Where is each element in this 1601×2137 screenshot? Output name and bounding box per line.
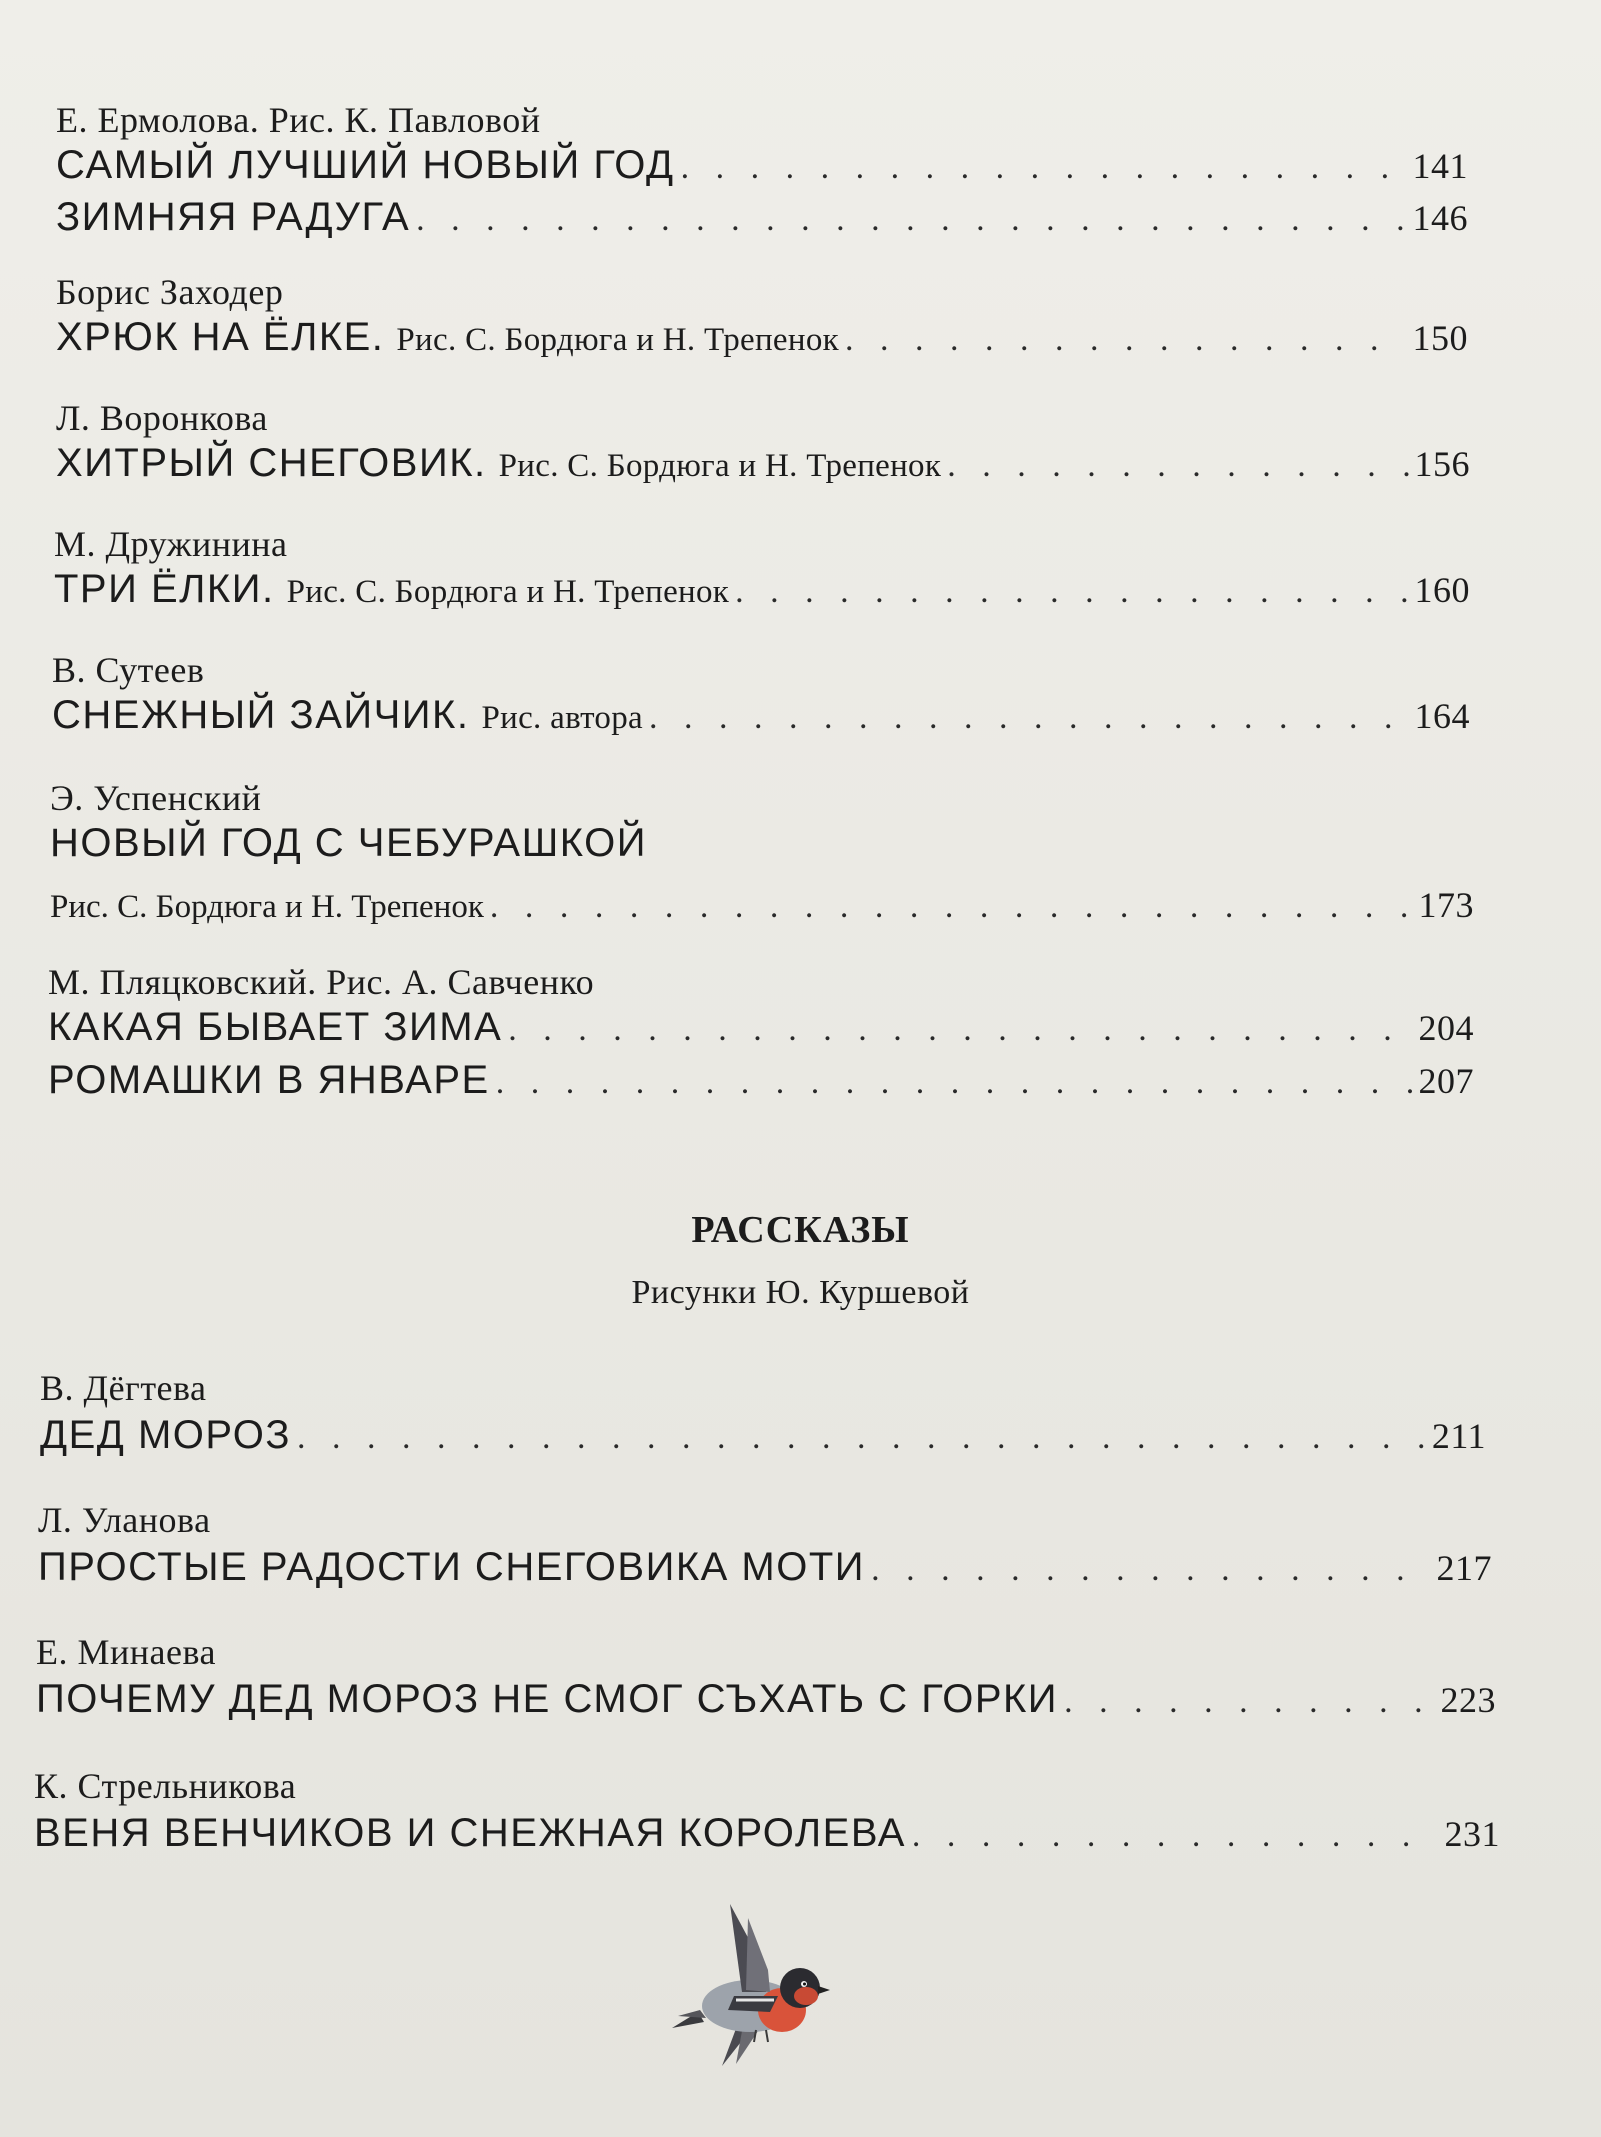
- toc-story-degteva: [40, 1368, 1486, 1461]
- page-number: 160: [1414, 570, 1470, 610]
- entry-title: КАКАЯ БЫВАЕТ ЗИМА: [48, 1005, 503, 1049]
- toc-entry: [38, 1544, 1492, 1593]
- entry-title: ТРИ ЁЛКИ.: [54, 567, 275, 611]
- dot-leader: [416, 197, 1406, 243]
- toc-entry: [40, 1412, 1486, 1461]
- page-number: 204: [1418, 1008, 1474, 1048]
- toc-group-zakhoder: [56, 272, 1468, 363]
- toc-story-ulanova: [38, 1500, 1492, 1593]
- page-number: 164: [1414, 696, 1470, 736]
- author-name: Э. Успенский: [50, 778, 262, 818]
- entry-illustrator: Рис. С. Бордюга и Н. Трепенок: [286, 574, 730, 610]
- page-number: 173: [1418, 885, 1474, 925]
- dot-leader: [649, 695, 1409, 741]
- page-number: 150: [1412, 318, 1468, 358]
- entry-illustrator: Рис. С. Бордюга и Н. Трепенок: [498, 448, 942, 484]
- author-name: Л. Уланова: [38, 1500, 211, 1540]
- toc-entry: [56, 440, 1470, 489]
- entry-title: ВЕНЯ ВЕНЧИКОВ И СНЕЖНАЯ КОРОЛЕВА: [34, 1811, 906, 1855]
- toc-entry: [36, 1676, 1496, 1725]
- author-name: В. Дёгтева: [40, 1368, 207, 1408]
- author-name: М. Дружинина: [54, 524, 288, 564]
- entry-illustrator: Рис. С. Бордюга и Н. Трепенок: [50, 889, 484, 925]
- author-name: К. Стрельникова: [34, 1766, 297, 1806]
- toc-story-minaeva: [36, 1632, 1496, 1725]
- page-number: 231: [1444, 1814, 1500, 1854]
- dot-leader: [508, 1007, 1412, 1053]
- dot-leader: [297, 1415, 1426, 1461]
- dot-leader: [1064, 1679, 1434, 1725]
- entry-title: ПРОСТЫЕ РАДОСТИ СНЕГОВИКА МОТИ: [38, 1545, 866, 1589]
- toc-group-druzhinina: [54, 524, 1470, 615]
- page-number: 146: [1412, 198, 1468, 238]
- entry-title: РОМАШКИ В ЯНВАРЕ: [48, 1058, 490, 1102]
- section-title: РАССКАЗЫ: [691, 1209, 910, 1251]
- toc-entry-title-line: [50, 820, 1474, 866]
- toc-group-ermolova: [56, 100, 1468, 243]
- toc-entry: [56, 314, 1468, 363]
- author-name: Е. Минаева: [36, 1632, 216, 1672]
- author-name: Борис Заходер: [56, 272, 284, 312]
- page-number: 211: [1431, 1416, 1486, 1456]
- page-number: 156: [1414, 444, 1470, 484]
- toc-group-suteev: [52, 650, 1470, 741]
- dot-leader: [735, 569, 1408, 615]
- toc-entry: [50, 882, 1474, 930]
- author-name: М. Пляцковский. Рис. А. Савченко: [48, 962, 595, 1002]
- page-number: 207: [1418, 1061, 1474, 1101]
- toc-entry: [34, 1810, 1500, 1859]
- toc-entry: [48, 1057, 1474, 1106]
- author-name: Е. Ермолова. Рис. К. Павловой: [56, 100, 541, 140]
- entry-illustrator: Рис. автора: [481, 700, 643, 736]
- dot-leader: [871, 1547, 1430, 1593]
- toc-group-plyatskovsky: [48, 962, 1474, 1106]
- entry-title: ДЕД МОРОЗ: [40, 1413, 291, 1457]
- toc-entry: [54, 566, 1470, 615]
- section-subtitle: Рисунки Ю. Куршевой: [631, 1274, 970, 1311]
- dot-leader: [496, 1060, 1413, 1106]
- entry-title: ХИТРЫЙ СНЕГОВИК.: [56, 441, 487, 485]
- bullfinch-icon: [670, 1900, 840, 2070]
- entry-title: НОВЫЙ ГОД С ЧЕБУРАШКОЙ: [50, 821, 647, 865]
- page-number: 223: [1440, 1680, 1496, 1720]
- dot-leader: [681, 145, 1407, 191]
- entry-title: САМЫЙ ЛУЧШИЙ НОВЫЙ ГОД: [56, 143, 675, 187]
- entry-title: ЗИМНЯЯ РАДУГА: [56, 195, 411, 239]
- page-number: 217: [1436, 1548, 1492, 1588]
- toc-entry: [52, 692, 1470, 741]
- toc-entry: [56, 194, 1468, 243]
- entry-title: ХРЮК НА ЁЛКЕ.: [56, 315, 385, 359]
- dot-leader: [912, 1813, 1439, 1859]
- author-name: Л. Воронкова: [56, 398, 268, 438]
- toc-story-strelnikova: [34, 1766, 1500, 1859]
- dot-leader: [490, 884, 1413, 930]
- entry-illustrator: Рис. С. Бордюга и Н. Трепенок: [396, 322, 839, 358]
- toc-group-voronkova: [56, 398, 1470, 489]
- dot-leader: [947, 443, 1408, 489]
- entry-title: ПОЧЕМУ ДЕД МОРОЗ НЕ СМОГ СЪХАТЬ С ГОРКИ: [36, 1677, 1059, 1721]
- toc-group-uspensky: [50, 778, 1474, 930]
- toc-entry: [56, 142, 1468, 191]
- toc-entry: [48, 1004, 1474, 1053]
- dot-leader: [845, 317, 1407, 363]
- page-number: 141: [1412, 146, 1468, 186]
- entry-title: СНЕЖНЫЙ ЗАЙЧИК.: [52, 693, 470, 737]
- author-name: В. Сутеев: [52, 650, 205, 690]
